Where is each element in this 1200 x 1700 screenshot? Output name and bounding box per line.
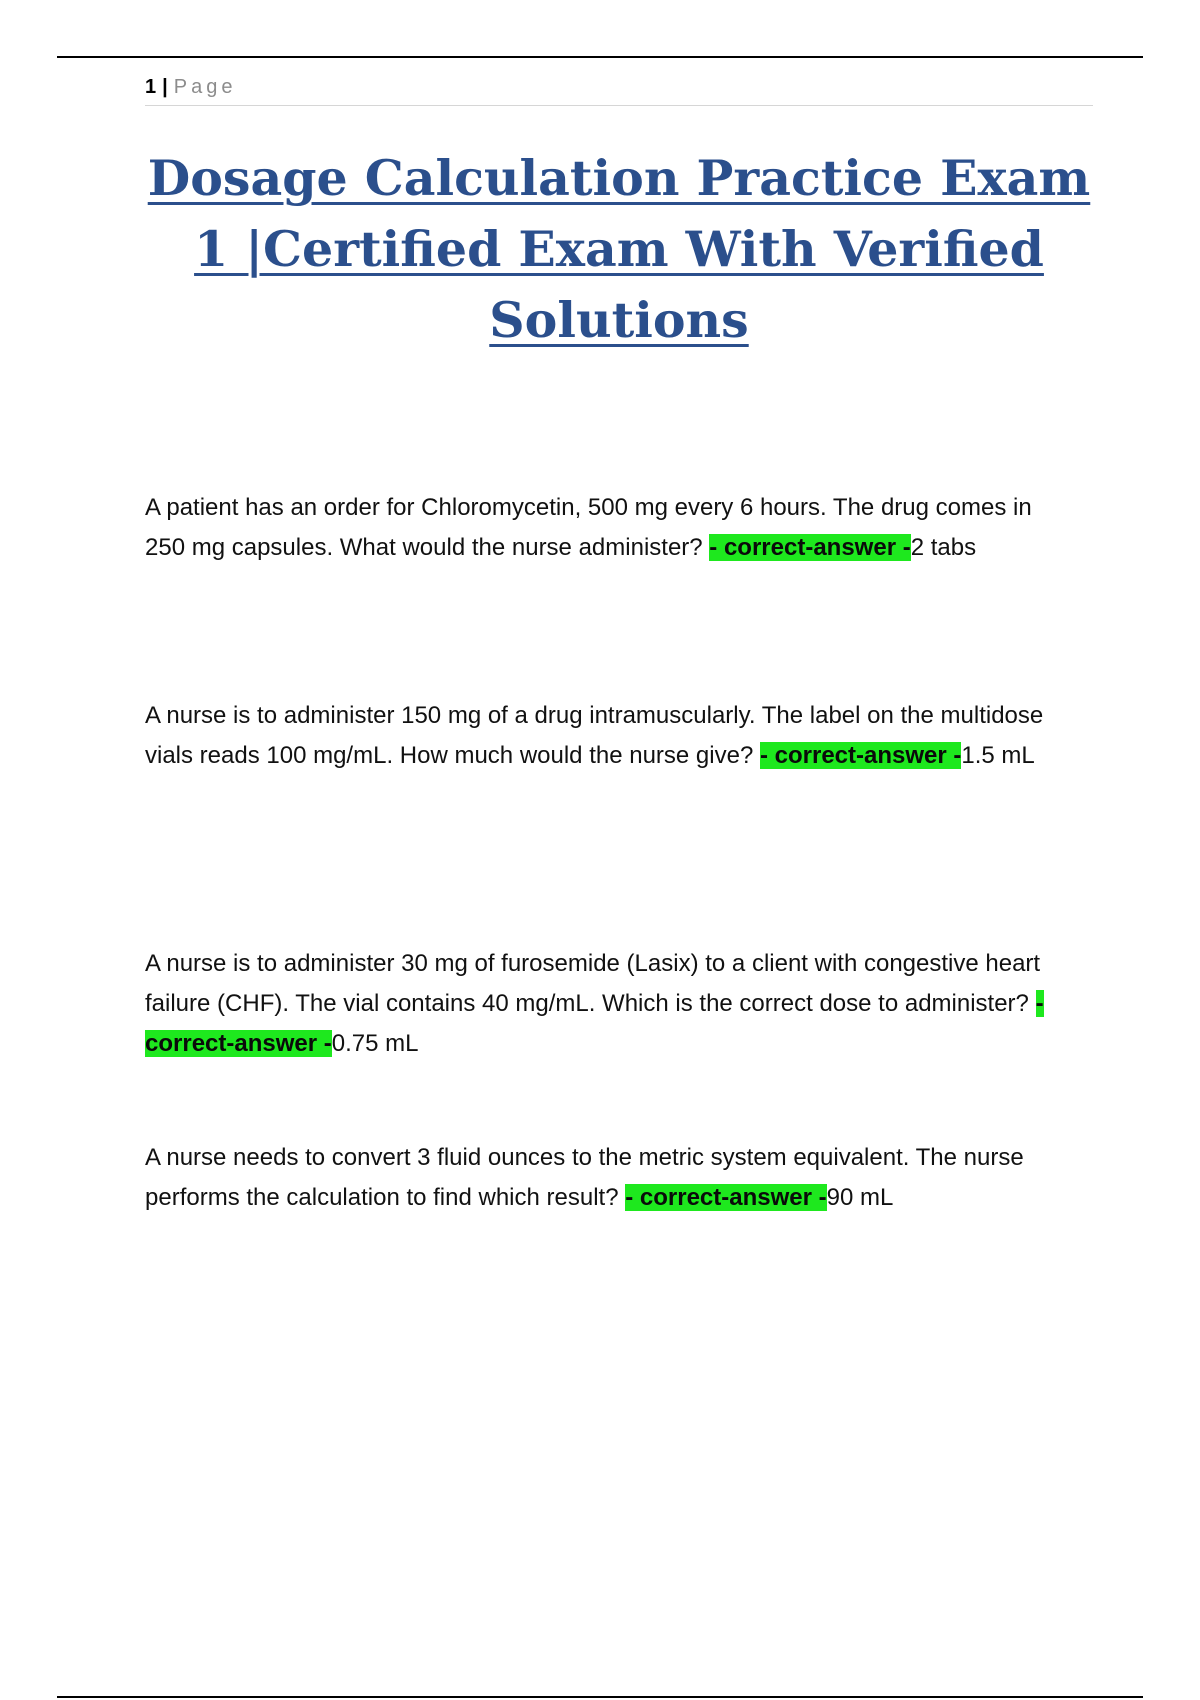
document-title-text: Dosage Calculation Practice Exam 1 |Certified Exam With Verified Solutions [147,149,1091,349]
question-item [145,944,1075,1064]
question-item [145,1138,1075,1218]
answer-value: 2 tabs [910,534,977,561]
question-item [145,696,1075,776]
answer-value: 90 mL [826,1184,894,1211]
top-border-rule [57,56,1143,58]
page-header [145,73,1093,106]
page-number: 1 [145,76,157,98]
answer-value: 1.5 mL [961,742,1035,769]
question-item [145,488,1075,568]
answer-value: 0.75 mL [331,1030,419,1057]
correct-answer-marker: - correct-answer - [759,742,962,769]
page-separator: | [162,76,168,98]
correct-answer-marker: - correct-answer - [625,1184,827,1211]
correct-answer-marker: - correct-answer - [145,990,1044,1057]
question-text: A nurse is to administer 30 mg of furosemide (Lasix) to a client with congestive heart failure (CHF). The vial contains 40 mg/mL. Which is the correct dose to administer? [145,950,1041,1017]
question-text: A patient has an order for Chloromycetin, 500 mg every 6 hours. The drug comes in 250 mg capsules. What would the nurse administer? [145,494,1032,561]
bottom-border-rule [57,1696,1143,1698]
question-text: A nurse needs to convert 3 fluid ounces to the metric system equivalent. The nurse performs the calculation to find which result? [145,1144,1024,1211]
document-title [145,143,1093,356]
page-label: Page [173,76,237,98]
question-text: A nurse is to administer 150 mg of a drug intramuscularly. The label on the multidose vials reads 100 mg/mL. How much would the nurse give? [145,702,1044,769]
correct-answer-marker: - correct-answer - [709,534,911,561]
